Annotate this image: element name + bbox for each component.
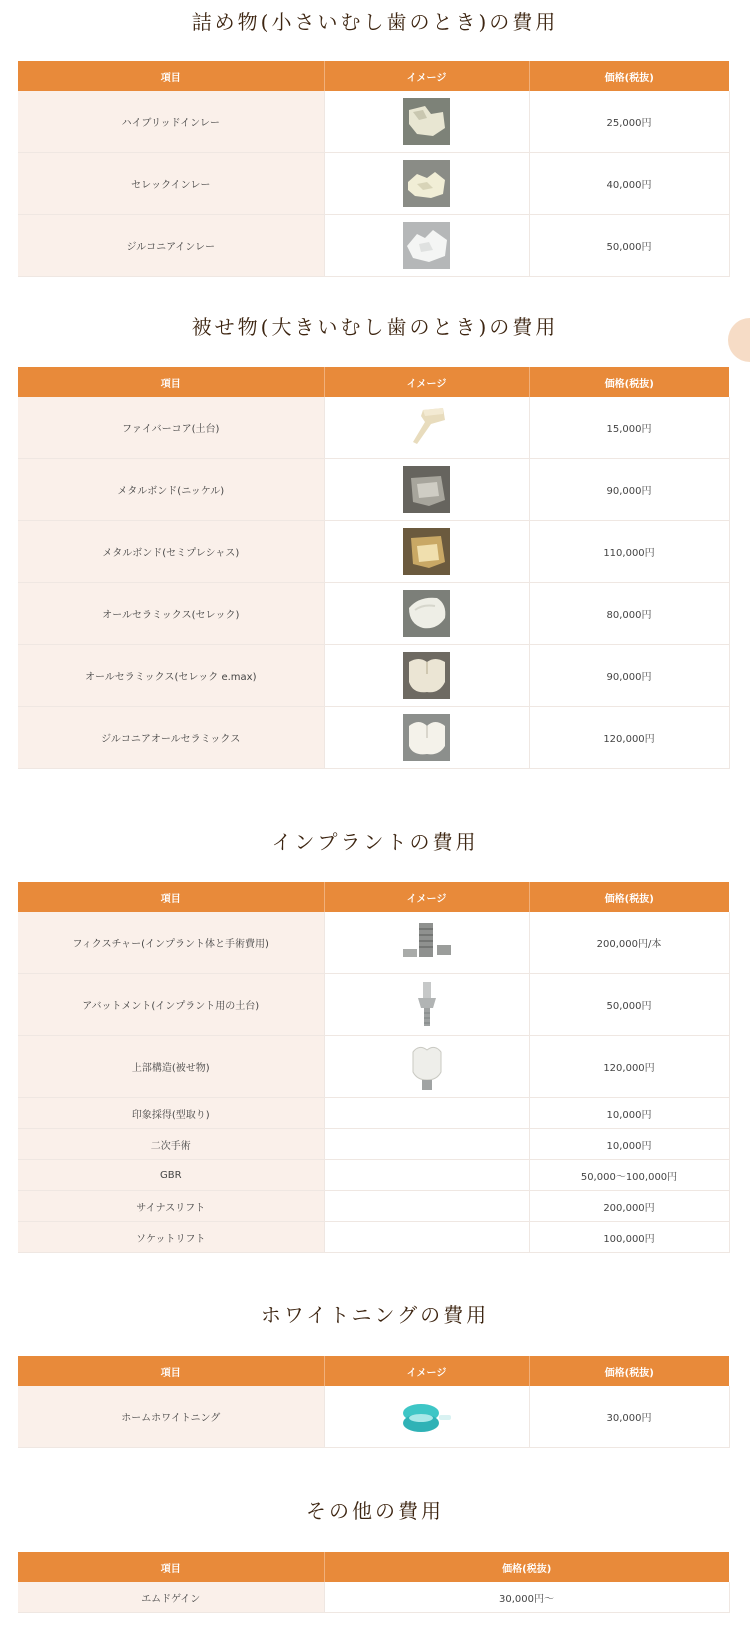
item-name: ハイブリッドインレー	[18, 91, 324, 153]
column-header-image: イメージ	[324, 882, 529, 912]
column-header-image: イメージ	[324, 1356, 529, 1386]
inlay-cerec-image	[403, 160, 450, 207]
item-name: 上部構造(被せ物)	[18, 1036, 324, 1098]
all-ceramic-emax-image	[403, 652, 450, 699]
item-name: フィクスチャー(インプラント体と手術費用)	[18, 912, 324, 974]
item-price: 25,000円	[529, 91, 729, 153]
table-row	[18, 1191, 729, 1222]
table-row	[18, 1582, 729, 1613]
column-header-item: 項目	[18, 367, 324, 397]
column-header-item: 項目	[18, 882, 324, 912]
metal-bond-nickel-image	[403, 466, 450, 513]
item-price: 120,000円	[529, 1036, 729, 1098]
item-name: ソケットリフト	[18, 1222, 324, 1253]
item-name: サイナスリフト	[18, 1191, 324, 1222]
column-header-image: イメージ	[324, 61, 529, 91]
table-row	[18, 215, 729, 277]
item-name: オールセラミックス(セレック e.max)	[18, 645, 324, 707]
column-header-price: 価格(税抜)	[529, 1356, 729, 1386]
table-row	[18, 1036, 729, 1098]
table-row	[18, 645, 729, 707]
other-price-table	[18, 1552, 730, 1613]
item-price: 90,000円	[529, 645, 729, 707]
item-price: 10,000円	[529, 1129, 729, 1160]
section-title-crowns: 被せ物(大きいむし歯のとき)の費用	[191, 315, 559, 339]
column-header-price: 価格(税抜)	[529, 882, 729, 912]
table-row	[18, 707, 729, 769]
superstructure-image	[407, 1042, 447, 1092]
item-name: セレックインレー	[18, 153, 324, 215]
item-name: 印象採得(型取り)	[18, 1098, 324, 1129]
table-row	[18, 1386, 729, 1448]
crowns-price-table	[18, 367, 730, 769]
column-header-price: 価格(税抜)	[529, 61, 729, 91]
metal-bond-semiprecious-image	[403, 528, 450, 575]
section-title-whitening: ホワイトニングの費用	[260, 1303, 490, 1327]
item-price: 200,000円/本	[529, 912, 729, 974]
item-price: 30,000円	[529, 1386, 729, 1448]
item-price: 15,000円	[529, 397, 729, 459]
column-header-price: 価格(税抜)	[324, 1552, 729, 1582]
item-name: ジルコニアインレー	[18, 215, 324, 277]
fillings-price-table	[18, 61, 730, 277]
item-name: GBR	[18, 1160, 324, 1191]
item-price: 10,000円	[529, 1098, 729, 1129]
table-row	[18, 397, 729, 459]
item-price: 200,000円	[529, 1191, 729, 1222]
item-price: 30,000円〜	[324, 1582, 729, 1613]
table-row	[18, 1129, 729, 1160]
table-row	[18, 91, 729, 153]
item-price: 50,000〜100,000円	[529, 1160, 729, 1191]
column-header-item: 項目	[18, 1356, 324, 1386]
fiber-core-image	[403, 404, 450, 451]
item-name: ホームホワイトニング	[18, 1386, 324, 1448]
fixture-image	[399, 919, 455, 966]
item-price: 80,000円	[529, 583, 729, 645]
item-price: 100,000円	[529, 1222, 729, 1253]
item-name: 二次手術	[18, 1129, 324, 1160]
implants-price-table	[18, 882, 730, 1253]
item-name: メタルボンド(ニッケル)	[18, 459, 324, 521]
table-row	[18, 1160, 729, 1191]
section-title-other: その他の費用	[306, 1499, 444, 1523]
item-price: 50,000円	[529, 974, 729, 1036]
item-name: メタルボンド(セミプレシャス)	[18, 521, 324, 583]
table-row	[18, 153, 729, 215]
item-name: エムドゲイン	[18, 1582, 324, 1613]
zirconia-all-ceramic-image	[403, 714, 450, 761]
table-row	[18, 974, 729, 1036]
whitening-price-table	[18, 1356, 730, 1448]
column-header-image: イメージ	[324, 367, 529, 397]
inlay-hybrid-image	[403, 98, 450, 145]
inlay-zirconia-image	[403, 222, 450, 269]
table-row	[18, 459, 729, 521]
column-header-item: 項目	[18, 61, 324, 91]
whitening-tray-image	[399, 1397, 455, 1437]
column-header-price: 価格(税抜)	[529, 367, 729, 397]
table-row	[18, 912, 729, 974]
item-name: ジルコニアオールセラミックス	[18, 707, 324, 769]
table-row	[18, 583, 729, 645]
item-price: 50,000円	[529, 215, 729, 277]
all-ceramic-cerec-image	[403, 590, 450, 637]
item-price: 40,000円	[529, 153, 729, 215]
table-row	[18, 521, 729, 583]
section-title-fillings: 詰め物(小さいむし歯のとき)の費用	[191, 10, 559, 34]
abutment-image	[412, 980, 442, 1030]
item-name: アバットメント(インプラント用の土台)	[18, 974, 324, 1036]
table-row	[18, 1098, 729, 1129]
item-name: ファイバーコア(土台)	[18, 397, 324, 459]
table-row	[18, 1222, 729, 1253]
item-price: 120,000円	[529, 707, 729, 769]
item-price: 90,000円	[529, 459, 729, 521]
item-name: オールセラミックス(セレック)	[18, 583, 324, 645]
item-price: 110,000円	[529, 521, 729, 583]
column-header-item: 項目	[18, 1552, 324, 1582]
section-title-implants: インプラントの費用	[271, 830, 479, 854]
